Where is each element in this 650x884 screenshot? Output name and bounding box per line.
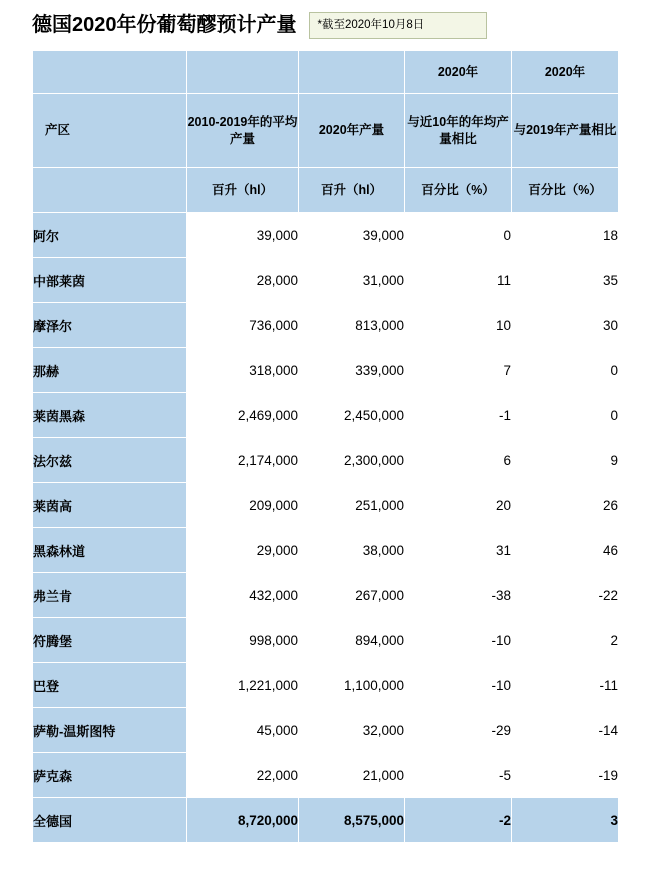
cell-cmp10: 0 bbox=[405, 213, 512, 258]
header-blank-region bbox=[33, 51, 187, 94]
header-year-cmp19: 2020年 bbox=[512, 51, 619, 94]
table-row bbox=[33, 708, 619, 753]
cell-2020: 31,000 bbox=[299, 258, 405, 303]
header-unit-region bbox=[33, 168, 187, 213]
cell-avg: 2,469,000 bbox=[187, 393, 299, 438]
page-title: 德国2020年份葡萄醪预计产量 bbox=[32, 14, 297, 36]
cell-avg: 209,000 bbox=[187, 483, 299, 528]
table-row bbox=[33, 753, 619, 798]
cell-region: 莱茵黑森 bbox=[33, 393, 187, 438]
cell-cmp19: 9 bbox=[512, 438, 619, 483]
header-avg: 2010-2019年的平均产量 bbox=[187, 94, 299, 168]
cell-region: 弗兰肯 bbox=[33, 573, 187, 618]
cell-2020: 2,450,000 bbox=[299, 393, 405, 438]
cell-region: 中部莱茵 bbox=[33, 258, 187, 303]
cell-cmp19: -14 bbox=[512, 708, 619, 753]
header-year-cmp10: 2020年 bbox=[405, 51, 512, 94]
cell-avg: 29,000 bbox=[187, 528, 299, 573]
header-unit-cmp19: 百分比（%） bbox=[512, 168, 619, 213]
table-row bbox=[33, 393, 619, 438]
cell-region: 巴登 bbox=[33, 663, 187, 708]
cell-avg: 1,221,000 bbox=[187, 663, 299, 708]
cell-2020: 339,000 bbox=[299, 348, 405, 393]
table-row bbox=[33, 258, 619, 303]
cell-cmp10: -5 bbox=[405, 753, 512, 798]
cell-cmp19: -22 bbox=[512, 573, 619, 618]
cell-2020: 39,000 bbox=[299, 213, 405, 258]
cell-region: 那赫 bbox=[33, 348, 187, 393]
cell-region: 莱茵高 bbox=[33, 483, 187, 528]
cell-avg: 998,000 bbox=[187, 618, 299, 663]
header-row-year bbox=[33, 51, 619, 94]
title-row bbox=[32, 10, 618, 48]
cell-region: 黑森林道 bbox=[33, 528, 187, 573]
cell-region: 阿尔 bbox=[33, 213, 187, 258]
cell-cmp10: -29 bbox=[405, 708, 512, 753]
cell-cmp19-total: 3 bbox=[512, 798, 619, 843]
cell-avg: 432,000 bbox=[187, 573, 299, 618]
cell-2020: 2,300,000 bbox=[299, 438, 405, 483]
cell-avg: 318,000 bbox=[187, 348, 299, 393]
cell-cmp19: 46 bbox=[512, 528, 619, 573]
cell-region-total: 全德国 bbox=[33, 798, 187, 843]
table-row-total bbox=[33, 798, 619, 843]
table-row bbox=[33, 573, 619, 618]
cell-cmp19: -11 bbox=[512, 663, 619, 708]
cell-region: 法尔兹 bbox=[33, 438, 187, 483]
cell-avg: 2,174,000 bbox=[187, 438, 299, 483]
header-row-main bbox=[33, 94, 619, 168]
cell-2020: 38,000 bbox=[299, 528, 405, 573]
table-row bbox=[33, 483, 619, 528]
cell-cmp19: 2 bbox=[512, 618, 619, 663]
cell-cmp19: 0 bbox=[512, 348, 619, 393]
cell-cmp10: 20 bbox=[405, 483, 512, 528]
cell-cmp19: 35 bbox=[512, 258, 619, 303]
cell-region: 摩泽尔 bbox=[33, 303, 187, 348]
cell-cmp19: 30 bbox=[512, 303, 619, 348]
cell-2020-total: 8,575,000 bbox=[299, 798, 405, 843]
cell-2020: 894,000 bbox=[299, 618, 405, 663]
cell-2020: 1,100,000 bbox=[299, 663, 405, 708]
table-row bbox=[33, 528, 619, 573]
cell-cmp10: -10 bbox=[405, 618, 512, 663]
date-note: *截至2020年10月8日 bbox=[309, 12, 487, 39]
header-2020: 2020年产量 bbox=[299, 94, 405, 168]
cell-2020: 813,000 bbox=[299, 303, 405, 348]
cell-avg: 45,000 bbox=[187, 708, 299, 753]
cell-2020: 267,000 bbox=[299, 573, 405, 618]
cell-cmp10: -1 bbox=[405, 393, 512, 438]
production-table bbox=[32, 50, 619, 843]
cell-2020: 251,000 bbox=[299, 483, 405, 528]
cell-cmp19: 0 bbox=[512, 393, 619, 438]
cell-avg: 39,000 bbox=[187, 213, 299, 258]
table-row bbox=[33, 303, 619, 348]
cell-cmp10-total: -2 bbox=[405, 798, 512, 843]
cell-avg: 736,000 bbox=[187, 303, 299, 348]
table-row bbox=[33, 618, 619, 663]
cell-cmp10: -38 bbox=[405, 573, 512, 618]
header-unit-2020: 百升（hl） bbox=[299, 168, 405, 213]
cell-cmp19: -19 bbox=[512, 753, 619, 798]
header-blank-avg bbox=[187, 51, 299, 94]
cell-region: 萨克森 bbox=[33, 753, 187, 798]
table-body bbox=[33, 213, 619, 843]
table-row bbox=[33, 348, 619, 393]
cell-cmp10: -10 bbox=[405, 663, 512, 708]
table-header bbox=[33, 51, 619, 213]
table-row bbox=[33, 213, 619, 258]
table-row bbox=[33, 663, 619, 708]
cell-cmp19: 26 bbox=[512, 483, 619, 528]
header-unit-avg: 百升（hl） bbox=[187, 168, 299, 213]
cell-region: 符腾堡 bbox=[33, 618, 187, 663]
cell-cmp10: 11 bbox=[405, 258, 512, 303]
header-blank-2020 bbox=[299, 51, 405, 94]
header-row-unit bbox=[33, 168, 619, 213]
cell-cmp10: 7 bbox=[405, 348, 512, 393]
cell-cmp19: 18 bbox=[512, 213, 619, 258]
header-cmp19: 与2019年产量相比 bbox=[512, 94, 619, 168]
cell-cmp10: 31 bbox=[405, 528, 512, 573]
cell-region: 萨勒-温斯图特 bbox=[33, 708, 187, 753]
header-region: 产区 bbox=[33, 94, 187, 168]
cell-avg: 22,000 bbox=[187, 753, 299, 798]
cell-avg-total: 8,720,000 bbox=[187, 798, 299, 843]
cell-cmp10: 10 bbox=[405, 303, 512, 348]
header-cmp10: 与近10年的年均产量相比 bbox=[405, 94, 512, 168]
cell-avg: 28,000 bbox=[187, 258, 299, 303]
cell-2020: 32,000 bbox=[299, 708, 405, 753]
cell-cmp10: 6 bbox=[405, 438, 512, 483]
header-unit-cmp10: 百分比（%） bbox=[405, 168, 512, 213]
table-row bbox=[33, 438, 619, 483]
cell-2020: 21,000 bbox=[299, 753, 405, 798]
